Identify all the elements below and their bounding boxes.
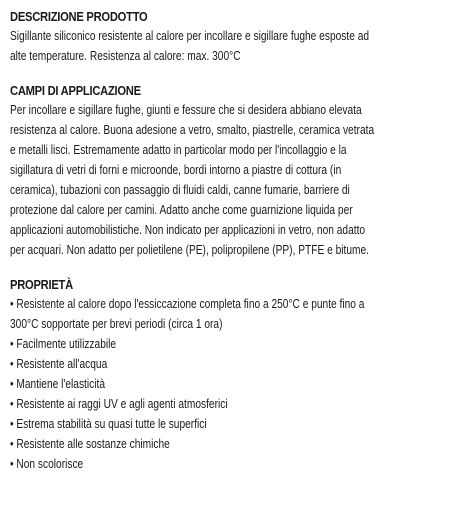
list-item-continuation: 300°C sopportate per brevi periodi (circa 1 ora)	[10, 317, 223, 331]
text-line: per acquari. Non adatto per polietilene (PE), polipropilene (PP), PTFE e bitume.	[10, 243, 370, 257]
list-item: • Resistente alle sostanze chimiche	[10, 437, 170, 451]
section-descrizione-prodotto	[10, 8, 450, 66]
list-item: • Resistente al calore dopo l'essiccazione completa fino a 250°C e punte fino a	[10, 297, 365, 311]
list-item: • Non scolorisce	[10, 457, 84, 471]
product-sheet	[10, 8, 450, 474]
list-item: • Mantiene l'elasticità	[10, 377, 105, 391]
text-line: sigillatura di vetri di forni e microonde, bordi intorno a piastre di cottura (in	[10, 163, 342, 177]
text-line: e metalli lisci. Estremamente adatto in particolar modo per l'incollaggio e la	[10, 143, 347, 157]
section-heading: CAMPI DI APPLICAZIONE	[10, 83, 141, 98]
text-line: alte temperature. Resistenza al calore: max. 300°C	[10, 49, 241, 63]
list-item: • Facilmente utilizzabile	[10, 337, 117, 351]
text-line: protezione dal calore per camini. Adatto anche come guarnizione liquida per	[10, 203, 353, 217]
list-item: • Resistente ai raggi UV e agli agenti atmosferici	[10, 397, 228, 411]
properties-list	[10, 294, 450, 474]
section-heading: DESCRIZIONE PRODOTTO	[10, 9, 148, 24]
text-line: resistenza al calore. Buona adesione a vetro, smalto, piastrelle, ceramica vetrata	[10, 123, 375, 137]
section-body	[10, 100, 450, 260]
section-campi-di-applicazione	[10, 82, 450, 260]
section-heading: PROPRIETÀ	[10, 277, 73, 292]
text-line: applicazioni automobilistiche. Non indicato per applicazioni in vetro, non adatto	[10, 223, 366, 237]
section-body	[10, 26, 450, 66]
list-item: • Estrema stabilità su quasi tutte le superfici	[10, 417, 207, 431]
text-line: ceramica), tubazioni con passaggio di fluidi caldi, canne fumarie, barriere di	[10, 183, 350, 197]
section-proprieta	[10, 276, 450, 474]
text-line: Per incollare e sigillare fughe, giunti e fessure che si desidera abbiano elevata	[10, 103, 362, 117]
text-line: Sigillante siliconico resistente al calore per incollare e sigillare fughe esposte ad	[10, 29, 370, 43]
list-item: • Resistente all'acqua	[10, 357, 108, 371]
